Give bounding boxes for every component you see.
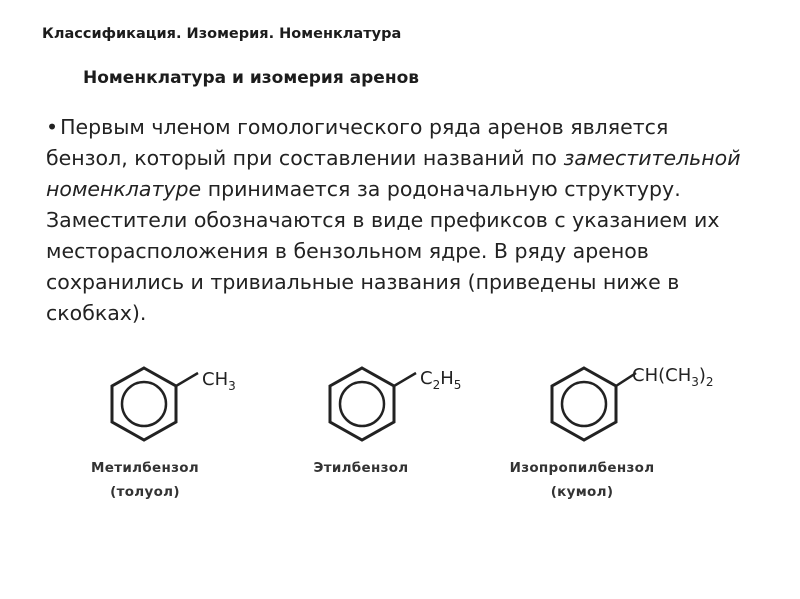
paragraph-part-1: Первым членом гомологического ряда аренов является бензол, который при составлении названий по [46,115,669,170]
molecule-ethylbenzene [313,360,498,476]
body-paragraph [46,112,751,329]
bullet-marker: • [46,115,59,139]
molecule-toluene [91,360,270,500]
paragraph-italic-term: заместительной номенклатуре [46,146,741,201]
molecule-trivial-name: (кумол) [550,484,614,500]
benzene-ring-icon [540,360,770,460]
formula-label: $C_2H_5$ [420,368,462,392]
molecule-trivial-name: (толуол) [110,484,180,500]
molecule-name: Изопропилбензол [509,460,655,476]
slide-title: Номенклатура и изомерия аренов [83,68,420,88]
formula-label: $CH_3$ [202,369,236,393]
paragraph-part-2: принимается за родоначальную структуру. Заместители обозначаются в виде префиксов с указанием их месторасположения в бензольном ядре. В ряду аренов сохранились и тривиальные названия (приведены ниже в скобках). [46,177,720,325]
molecule-name: Метилбензол [91,460,199,476]
molecule-isopropylbenzene [509,360,770,500]
benzene-ring-icon [100,360,270,460]
header-title: Классификация. Изомерия. Номенклатура [42,26,402,42]
formula-label: $CH(CH_3)_2$ [632,365,714,389]
molecule-name: Этилбензол [313,460,409,476]
benzene-ring-icon [318,360,498,460]
